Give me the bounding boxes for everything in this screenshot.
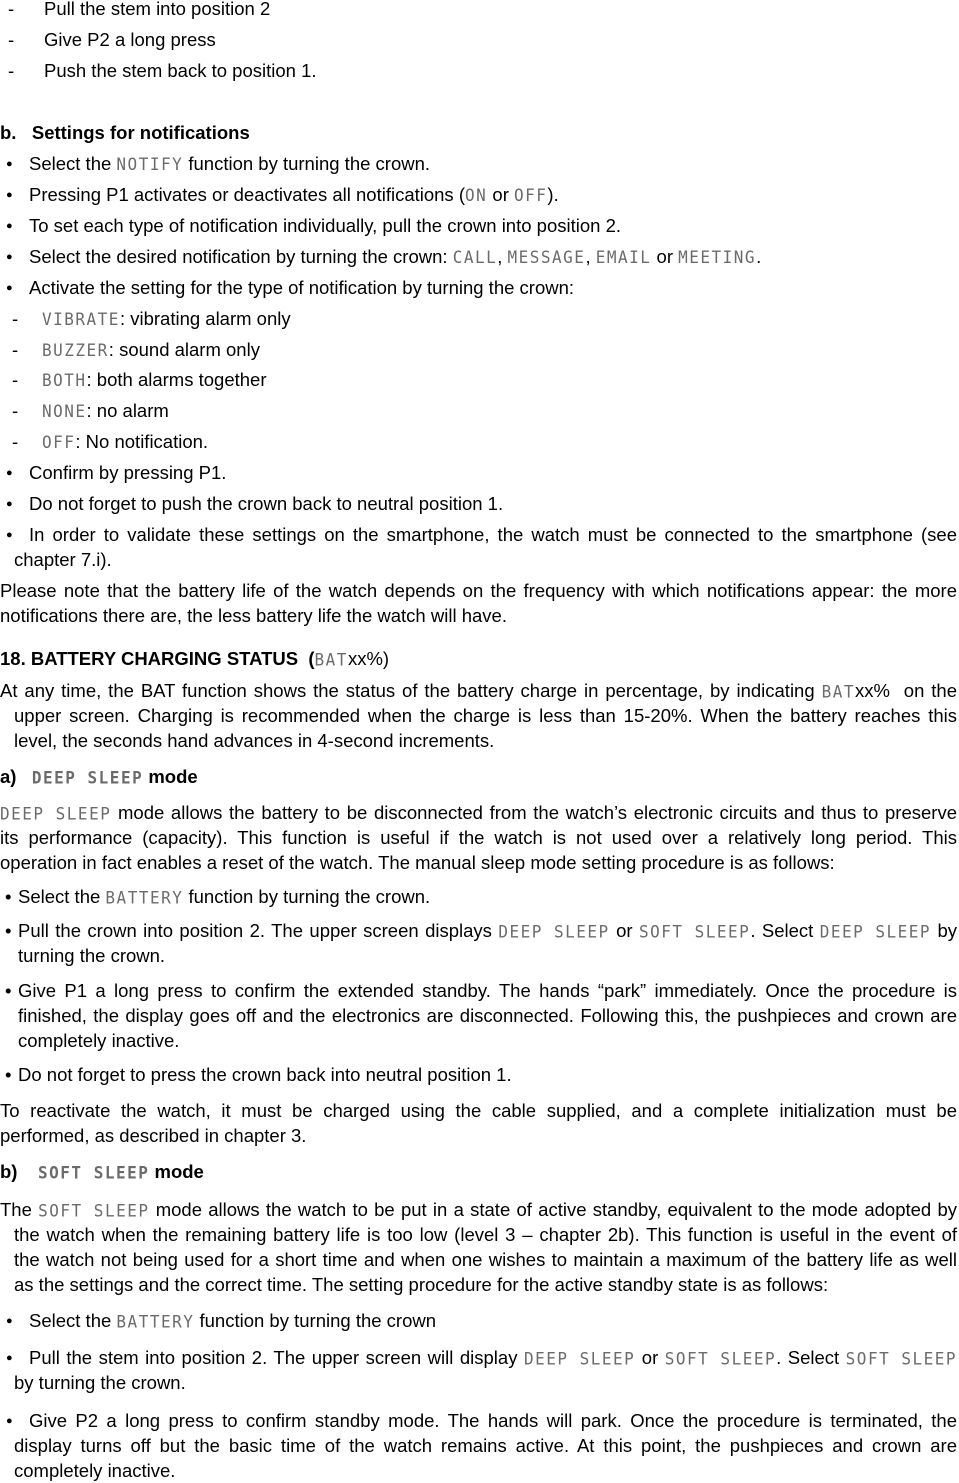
bullet-icon: ● xyxy=(6,1315,13,1327)
list-item: To set each type of notification individually, pull the crown into position 2. xyxy=(29,215,621,236)
lcd-label: DEEP SLEEP xyxy=(819,921,932,942)
bullet-icon: ● xyxy=(6,158,13,170)
lcd-label: CALL xyxy=(452,247,498,268)
lcd-label: BUZZER xyxy=(42,340,109,361)
option-item: NONE: no alarm xyxy=(42,399,169,424)
paragraph: Please note that the battery life of the watch depends on the frequency with which notifications appear: the more xyxy=(0,580,957,601)
dash-icon: - xyxy=(12,431,19,452)
lcd-label: BATTERY xyxy=(116,1311,195,1332)
dot-icon: • xyxy=(5,886,12,907)
lcd-label: NOTIFY xyxy=(116,154,184,175)
paragraph: as the settings and the correct time. The setting procedure for the active standby state is as follows: xyxy=(14,1274,829,1295)
bullet-icon: ● xyxy=(6,467,13,479)
list-item: In order to validate these settings on the smartphone, the watch must be connected to the smartphone (see xyxy=(29,524,957,545)
lcd-label: OFF xyxy=(514,185,548,206)
lcd-label: EMAIL xyxy=(595,247,652,268)
paragraph: The SOFT SLEEP mode allows the watch to be put in a state of active standby, equivalent to the mode adopted by xyxy=(0,1198,957,1223)
bullet-icon: ● xyxy=(6,1352,13,1364)
paragraph: the watch not being used for a short time and when one wishes to maintain a maximum of the battery life as well xyxy=(14,1249,957,1270)
list-item: Activate the setting for the type of notification by turning the crown: xyxy=(29,277,575,298)
lcd-label: BOTH xyxy=(42,370,87,391)
bullet-icon: ● xyxy=(6,189,13,201)
option-item: VIBRATE: vibrating alarm only xyxy=(42,307,291,332)
list-item: Give P1 a long press to confirm the extended standby. The hands “park” immediately. Once the procedure is xyxy=(18,980,957,1001)
list-item: Select the NOTIFY function by turning the crown. xyxy=(29,152,430,177)
dash-icon: - xyxy=(8,60,15,81)
list-item: Select the BATTERY function by turning the crown. xyxy=(18,885,430,910)
option-item: BOTH: both alarms together xyxy=(42,368,267,393)
dash-icon: - xyxy=(12,339,19,360)
dash-icon: - xyxy=(8,0,15,19)
paragraph: operation in fact enables a reset of the watch. The manual sleep mode setting procedure is as follows: xyxy=(0,852,835,873)
dot-icon: • xyxy=(5,1064,12,1085)
subsection-heading: b) SOFT SLEEP mode xyxy=(0,1160,204,1185)
lcd-label: SOFT SLEEP xyxy=(845,1348,957,1369)
list-item: Pull the stem into position 2. The upper screen will display DEEP SLEEP or SOFT SLEEP. Select SOFT SLEEP xyxy=(29,1346,957,1371)
list-item: Select the desired notification by turning the crown: CALL, MESSAGE, EMAIL or MEETING. xyxy=(29,245,761,270)
list-item-continuation: turning the crown. xyxy=(18,945,166,966)
bullet-icon: ● xyxy=(6,220,13,232)
lcd-label: MEETING xyxy=(678,247,757,268)
option-item: OFF: No notification. xyxy=(42,430,208,455)
list-item: Do not forget to push the crown back to neutral position 1. xyxy=(29,493,504,514)
paragraph: At any time, the BAT function shows the status of the battery charge in percentage, by indicating BATxx% on the xyxy=(0,679,957,704)
paragraph: the watch when the remaining battery life is too low (level 3 – chapter 2b). This function is useful in the event of xyxy=(14,1224,957,1245)
paragraph: upper screen. Charging is recommended when the charge is less than 15-20%. When the battery reaches this xyxy=(14,705,957,726)
list-item xyxy=(8,0,14,21)
paragraph: level, the seconds hand advances in 4-second increments. xyxy=(14,730,495,751)
paragraph: notifications there are, the less battery life the watch will have. xyxy=(0,605,507,626)
list-item-text: Pull the stem into position 2 xyxy=(44,0,271,19)
list-item: Confirm by pressing P1. xyxy=(29,462,227,483)
bullet-icon: ● xyxy=(6,251,13,263)
bullet-icon: ● xyxy=(6,282,13,294)
lcd-label: VIBRATE xyxy=(42,309,120,330)
lcd-label: OFF xyxy=(42,432,76,453)
list-item-text: Push the stem back to position 1. xyxy=(44,60,317,81)
bullet-icon: ● xyxy=(6,1415,13,1427)
dash-icon: - xyxy=(12,308,19,329)
section-heading: b. Settings for notifications xyxy=(0,122,250,143)
subsection-heading: a) DEEP SLEEP mode xyxy=(0,765,198,790)
lcd-label: BAT xyxy=(314,649,348,670)
lcd-label: DEEP SLEEP xyxy=(0,803,112,824)
dash-icon: - xyxy=(8,29,15,50)
lcd-label: DEEP SLEEP xyxy=(498,921,610,942)
lcd-label: DEEP SLEEP xyxy=(31,767,144,788)
lcd-label: ON xyxy=(465,185,488,206)
list-item-continuation: by turning the crown. xyxy=(14,1372,186,1393)
list-item: Give P2 a long press to confirm standby mode. The hands will park. Once the procedure is terminated, the xyxy=(29,1410,957,1431)
lcd-label: SOFT SLEEP xyxy=(38,1200,150,1221)
list-item-text: Give P2 a long press xyxy=(44,29,216,50)
lcd-label: MESSAGE xyxy=(507,247,586,268)
paragraph: performed, as described in chapter 3. xyxy=(0,1125,307,1146)
lcd-label: SOFT SLEEP xyxy=(664,1348,777,1369)
list-item-continuation: display turns off but the basic time of the watch remains active. At this point, the pushpieces and crown are xyxy=(14,1435,957,1456)
paragraph: To reactivate the watch, it must be charged using the cable supplied, and a complete initialization must be xyxy=(0,1100,957,1121)
dash-icon: - xyxy=(12,369,19,390)
list-item: Do not forget to press the crown back into neutral position 1. xyxy=(18,1064,512,1085)
list-item: Pressing P1 activates or deactivates all notifications (ON or OFF). xyxy=(29,183,559,208)
lcd-label: BATTERY xyxy=(105,887,184,908)
option-item: BUZZER: sound alarm only xyxy=(42,338,260,363)
dot-icon: • xyxy=(5,920,12,941)
list-item-continuation: chapter 7.i). xyxy=(14,549,112,570)
section-heading: 18. BATTERY CHARGING STATUS (BATxx%) xyxy=(0,647,389,672)
dot-icon: • xyxy=(5,980,12,1001)
lcd-label: SOFT SLEEP xyxy=(638,921,751,942)
list-item-continuation: finished, the display goes off and the electronics are disconnected. Following this, the pushpieces and crown are xyxy=(18,1005,957,1026)
lcd-label: BAT xyxy=(821,681,855,702)
lcd-label: SOFT SLEEP xyxy=(38,1162,150,1183)
paragraph: DEEP SLEEP mode allows the battery to be disconnected from the watch’s electronic circuits and thus to preserve xyxy=(0,801,957,826)
bullet-icon: ● xyxy=(6,498,13,510)
lcd-label: DEEP SLEEP xyxy=(523,1348,636,1369)
list-item: Pull the crown into position 2. The upper screen displays DEEP SLEEP or SOFT SLEEP. Select DEEP SLEEP by xyxy=(18,919,957,944)
dash-icon: - xyxy=(12,400,19,421)
bullet-icon: ● xyxy=(6,529,13,541)
list-item: Select the BATTERY function by turning the crown xyxy=(29,1309,436,1334)
paragraph: its performance (capacity). This function is useful if the watch is not used over a relatively long period. This xyxy=(0,827,957,848)
list-item-continuation: completely inactive. xyxy=(14,1460,176,1481)
lcd-label: NONE xyxy=(42,401,87,422)
list-item-continuation: completely inactive. xyxy=(18,1030,180,1051)
